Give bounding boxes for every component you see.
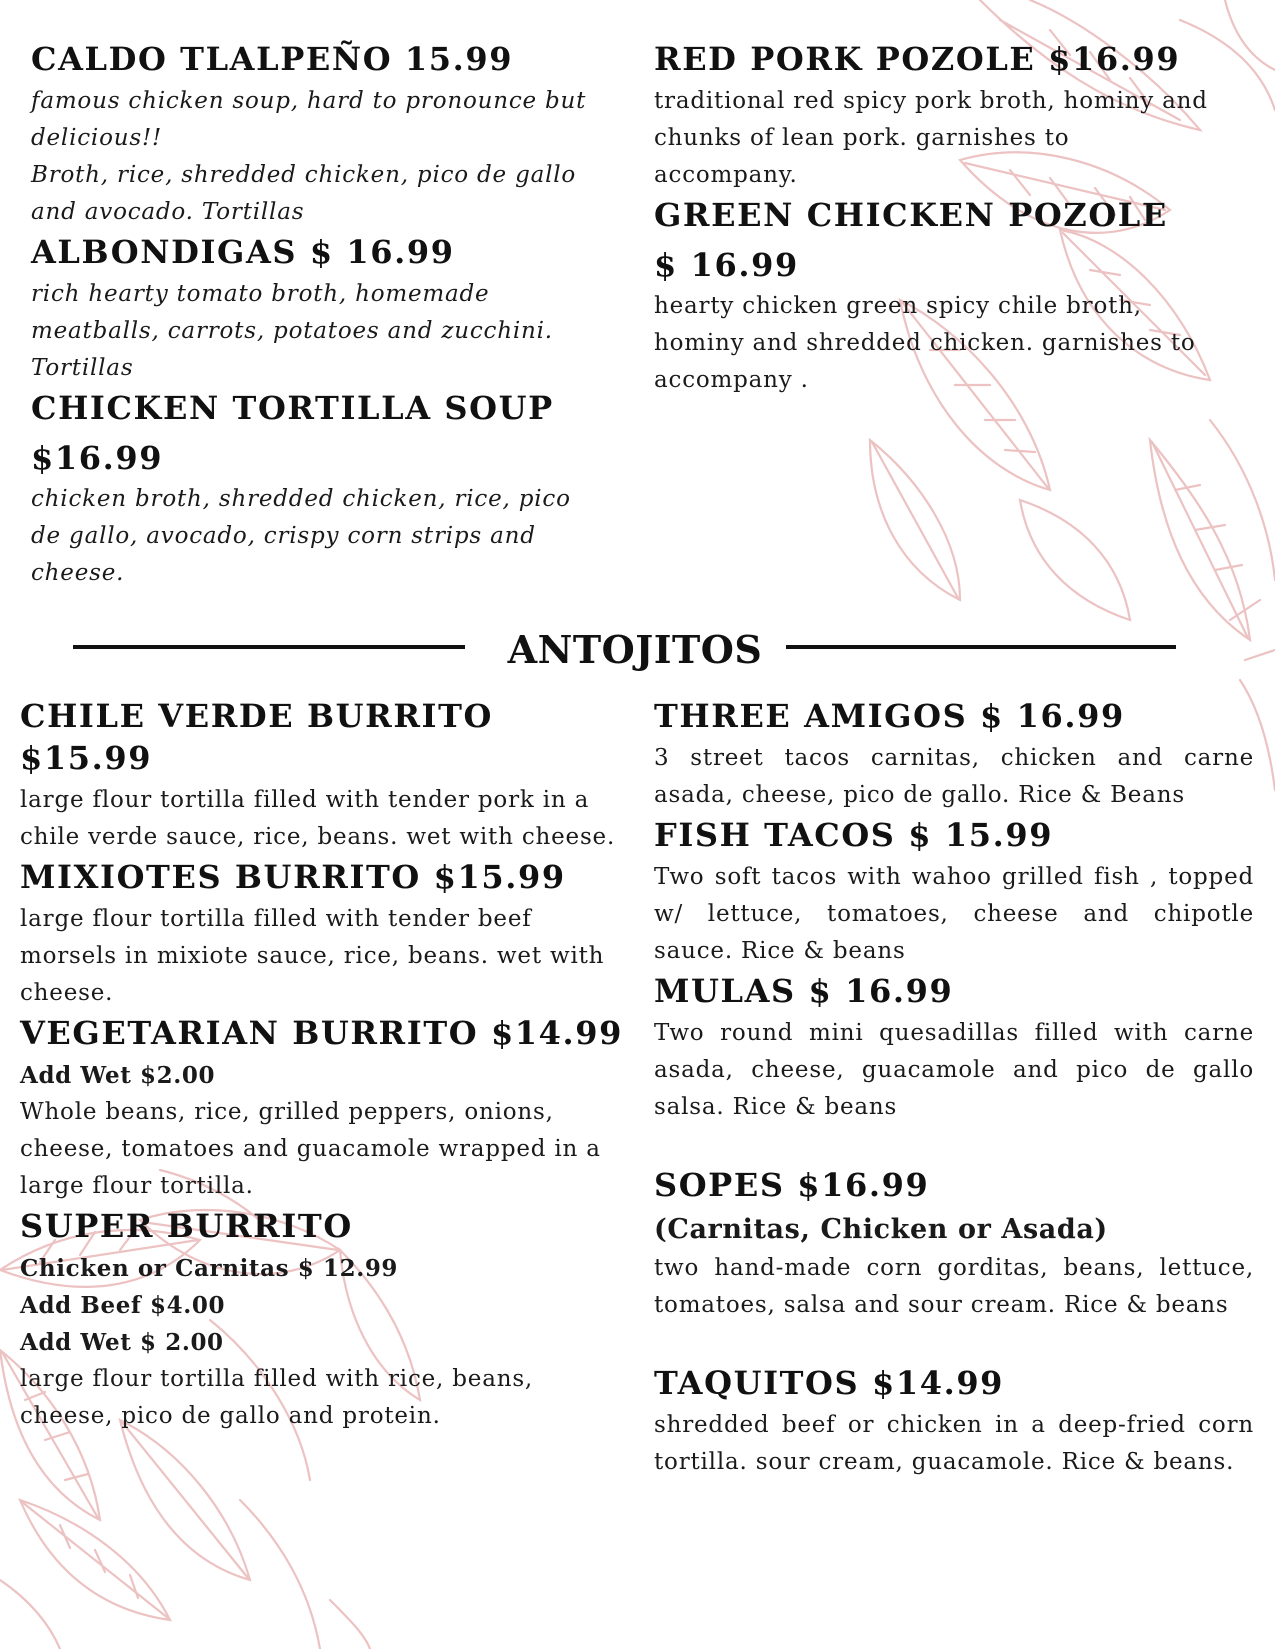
- menu-item-green-chicken-pozole: [654, 194, 1214, 399]
- menu-item-chile-verde-burrito: [20, 695, 625, 856]
- item-title: SUPER BURRITO: [20, 1207, 353, 1245]
- section-title-antojitos: ANTOJITOS: [507, 627, 763, 672]
- item-description: famous chicken soup, hard to pronounce but delicious!!: [31, 88, 587, 151]
- item-description: shredded beef or chicken in a deep-fried corn tortilla. sour cream, guacamole. Rice & beans.: [654, 1412, 1254, 1475]
- item-title: VEGETARIAN BURRITO $14.99: [20, 1014, 624, 1052]
- menu-item-taquitos: [654, 1362, 1254, 1481]
- item-description: large flour tortilla filled with tender beef morsels in mixiote sauce, rice, beans. wet with cheese.: [20, 906, 605, 1006]
- item-description: hearty chicken green spicy chile broth, hominy and shredded chicken. garnishes to accompany .: [654, 293, 1196, 393]
- item-price: $ 16.99: [654, 246, 799, 284]
- menu-item-super-burrito: [20, 1205, 625, 1435]
- item-description: Two round mini quesadillas filled with carne asada, cheese, guacamole and pico de gallo salsa. Rice & beans: [654, 1020, 1254, 1120]
- menu-item-red-pork-pozole: [654, 38, 1214, 194]
- soups-left-column: [31, 38, 601, 592]
- item-description: Whole beans, rice, grilled peppers, onions, cheese, tomatoes and guacamole wrapped in a large flour tortilla.: [20, 1099, 601, 1199]
- antojitos-left-column: [20, 695, 625, 1435]
- item-title: SOPES $16.99: [654, 1166, 930, 1204]
- menu-item-three-amigos: [654, 695, 1254, 814]
- item-description: large flour tortilla filled with tender pork in a chile verde sauce, rice, beans. wet with cheese.: [20, 787, 616, 850]
- item-addon: Add Wet $2.00: [20, 1062, 216, 1089]
- item-option: Add Beef $4.00: [20, 1292, 226, 1319]
- menu-item-caldo-tlalpeno: [31, 38, 601, 231]
- menu-item-mulas: [654, 970, 1254, 1126]
- item-title: MIXIOTES BURRITO $15.99: [20, 858, 566, 896]
- item-description: 3 street tacos carnitas, chicken and carne asada, cheese, pico de gallo. Rice & Beans: [654, 745, 1254, 808]
- item-option: Add Wet $ 2.00: [20, 1329, 224, 1356]
- section-divider-right: [786, 645, 1176, 649]
- item-title: CALDO TLALPEÑO 15.99: [31, 40, 514, 78]
- item-price: $16.99: [31, 439, 164, 477]
- menu-item-mixiotes-burrito: [20, 856, 625, 1012]
- item-title: ALBONDIGAS $ 16.99: [31, 233, 455, 271]
- item-title: THREE AMIGOS $ 16.99: [654, 697, 1125, 735]
- item-description: rich hearty tomato broth, homemade meatballs, carrots, potatoes and zucchini. Tortillas: [31, 281, 553, 381]
- section-divider-left: [73, 645, 465, 649]
- menu-item-albondigas: [31, 231, 601, 387]
- menu-item-vegetarian-burrito: [20, 1012, 625, 1205]
- soups-right-column: [654, 38, 1214, 399]
- item-description: Broth, rice, shredded chicken, pico de gallo and avocado. Tortillas: [31, 162, 577, 225]
- item-description: chicken broth, shredded chicken, rice, pico de gallo, avocado, crispy corn strips and cheese.: [31, 486, 571, 586]
- item-description: two hand-made corn gorditas, beans, lettuce, tomatoes, salsa and sour cream. Rice & beans: [654, 1255, 1254, 1318]
- item-title: CHILE VERDE BURRITO $15.99: [20, 697, 493, 777]
- antojitos-right-column: [654, 695, 1254, 1481]
- menu-item-sopes: [654, 1164, 1254, 1324]
- menu-item-chicken-tortilla-soup: [31, 387, 601, 592]
- menu-item-fish-tacos: [654, 814, 1254, 970]
- item-option: Chicken or Carnitas $ 12.99: [20, 1255, 399, 1282]
- item-title: FISH TACOS $ 15.99: [654, 816, 1054, 854]
- item-title: RED PORK POZOLE $16.99: [654, 40, 1181, 78]
- item-description: traditional red spicy pork broth, hominy and chunks of lean pork. garnishes to accompany.: [654, 88, 1208, 188]
- item-description: Two soft tacos with wahoo grilled fish , topped w/ lettuce, tomatoes, cheese and chipotle sauce. Rice & beans: [654, 864, 1254, 964]
- item-title: CHICKEN TORTILLA SOUP: [31, 389, 554, 427]
- item-title: GREEN CHICKEN POZOLE: [654, 196, 1168, 234]
- item-title: TAQUITOS $14.99: [654, 1364, 1005, 1402]
- item-description: large flour tortilla filled with rice, beans, cheese, pico de gallo and protein.: [20, 1366, 534, 1429]
- item-subtitle: (Carnitas, Chicken or Asada): [654, 1214, 1108, 1245]
- item-title: MULAS $ 16.99: [654, 972, 954, 1010]
